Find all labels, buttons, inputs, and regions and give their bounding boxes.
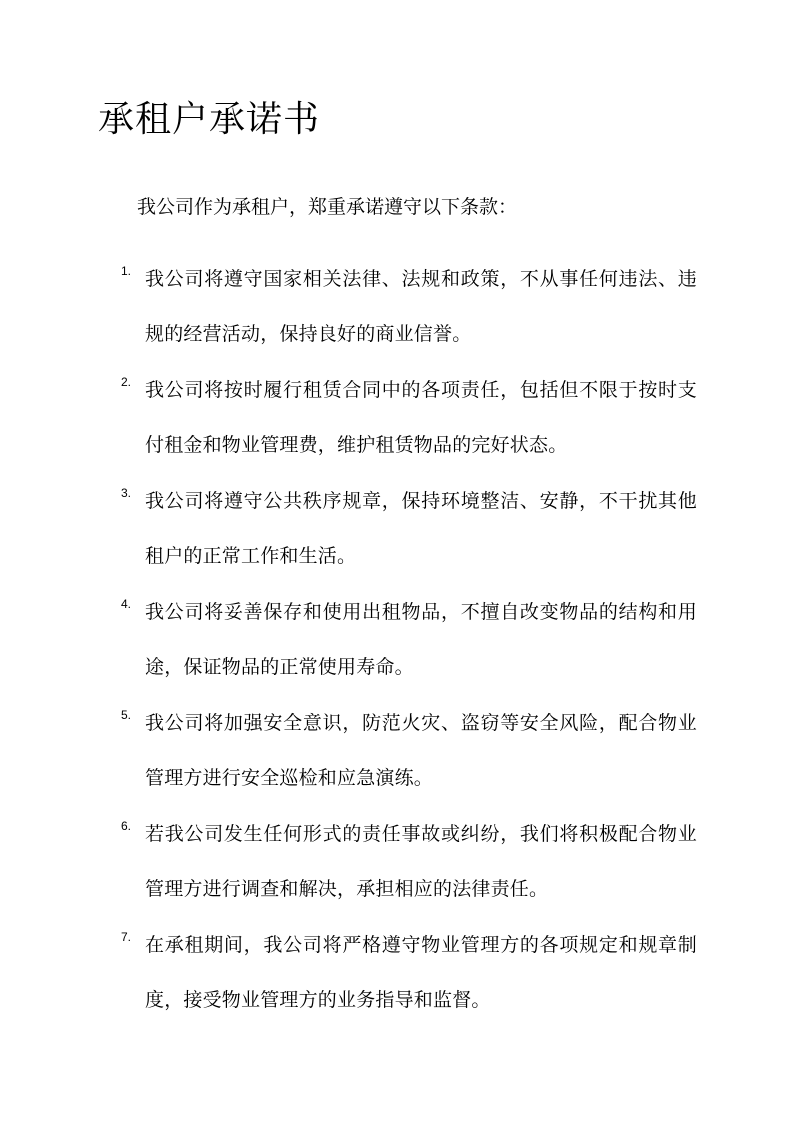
clause-list bbox=[0, 252, 800, 1029]
clause-text: 我公司将按时履行租赁合同中的各项责任，包括但不限于按时支付租金和物业管理费，维护租赁物品的完好状态。 bbox=[145, 379, 697, 456]
clause-number: 1. bbox=[121, 264, 132, 278]
clause-number: 3. bbox=[121, 486, 132, 500]
clause-number: 7. bbox=[121, 930, 132, 944]
clause-number: 4. bbox=[121, 597, 132, 611]
clause-text: 在承租期间，我公司将严格遵守物业管理方的各项规定和规章制度，接受物业管理方的业务指导和监督。 bbox=[145, 934, 697, 1011]
document-title: 承租户承诺书 bbox=[98, 99, 321, 140]
clause-text: 我公司将加强安全意识，防范火灾、盗窃等安全风险，配合物业管理方进行安全巡检和应急演练。 bbox=[145, 712, 697, 789]
clause-text: 我公司将遵守国家相关法律、法规和政策，不从事任何违法、违规的经营活动，保持良好的商业信誉。 bbox=[145, 268, 697, 345]
clause-number: 2. bbox=[121, 375, 132, 389]
clause-text: 我公司将遵守公共秩序规章，保持环境整洁、安静，不干扰其他租户的正常工作和生活。 bbox=[145, 490, 697, 567]
clause-number: 6. bbox=[121, 819, 132, 833]
clause-text: 我公司将妥善保存和使用出租物品，不擅自改变物品的结构和用途，保证物品的正常使用寿命。 bbox=[145, 601, 697, 678]
clause-item-6 bbox=[0, 807, 800, 918]
clause-item-3 bbox=[0, 474, 800, 585]
clause-item-7 bbox=[0, 918, 800, 1029]
clause-item-5 bbox=[0, 696, 800, 807]
intro-paragraph: 我公司作为承租户，郑重承诺遵守以下条款： bbox=[137, 196, 518, 218]
clause-text: 若我公司发生任何形式的责任事故或纠纷，我们将积极配合物业管理方进行调查和解决，承担相应的法律责任。 bbox=[145, 823, 697, 900]
clause-item-2 bbox=[0, 363, 800, 474]
clause-number: 5. bbox=[121, 708, 132, 722]
clause-item-1 bbox=[0, 252, 800, 363]
clause-item-4 bbox=[0, 585, 800, 696]
